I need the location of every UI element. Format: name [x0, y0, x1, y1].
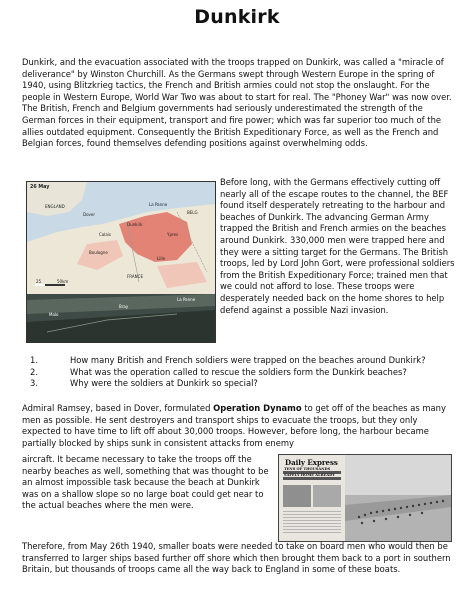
map-date-label: 26 May — [30, 185, 50, 190]
question-item — [22, 378, 452, 390]
questions-list — [22, 355, 452, 390]
map-label-calais: Calais — [99, 232, 112, 237]
question-text: What was the operation called to rescue the soldiers form the Dunkirk beaches? — [70, 366, 407, 377]
map-scale-a: 25 — [36, 279, 42, 284]
map-label-france: FRANCE — [127, 274, 143, 279]
operation-name: Operation Dynamo — [213, 403, 302, 413]
ramsey-text-after: to get off of the beaches as many men as possible. He sent destroyers and transport ships to evacuate the troops, but they only expected to have time to lift off about 30,000 troops. However, before long, the harbour became partially blocked by ships sunk in consistent attacks from enemy — [22, 403, 446, 448]
map-label-la-panne: La Panne — [149, 202, 168, 207]
question-text: Why were the soldiers at Dunkirk so special? — [70, 378, 258, 389]
map-label-la-panne-2: La Panne — [177, 297, 196, 302]
question-number: 2. — [30, 366, 38, 377]
newspaper-masthead: Daily Express — [285, 458, 338, 467]
retreat-paragraph: Before long, with the Germans effectively cutting off nearly all of the escape routes to the channel, the BEF found itself desperately retreating to the harbour and beaches of Dunkirk. The advancing German Army trapped the British and French armies on the beaches around Dunkirk. 330,000 men were trapped here and they were a sitting target for the Germans. The British troops, led by Lord John Gort, were professional soldiers from the British Expeditionary Force; trained men that we could not afford to lose. These troops were desperately needed back on the home shores to help defend against a possible Nazi invasion. — [220, 177, 455, 315]
newspaper-photo — [278, 454, 452, 542]
map-label-belgium: BELG — [187, 210, 198, 215]
question-item — [22, 367, 452, 379]
question-text: How many British and French soldiers were trapped on the beaches around Dunkirk? — [70, 355, 426, 365]
map-label-boulogne: Boulogne — [89, 250, 108, 255]
map-label-england: ENGLAND — [45, 204, 65, 209]
map-label-malo: Malo — [49, 312, 59, 317]
intro-paragraph: Dunkirk, and the evacuation associated with the troops trapped on Dunkirk, was called a "miracle of deliverance" by Winston Churchill. As the Germans swept through Western Europe in the spring of 1940, using Blitzkrieg tactics, the French and British armies could not stop the onslaught. For the people in Western Europe, World War Two was about to start for real. The "Phoney War" was now over. The British, French and Belgium governments had seriously underestimated the strength of the German forces in their equipment, transport and fire power; which was far superior too much of the allies outdated equipment. Consequently the British Expeditionary Force, as well as the French and Belgian forces, found themselves defending positions against overwhelming odds. — [22, 57, 452, 149]
aircraft-paragraph: aircraft. It became necessary to take the troops off the nearby beaches as well, something that was thought to be an almost impossible task because the beach at Dunkirk was on a shallow slope so no large boat could get near to the actual beaches where the men were. — [22, 454, 269, 511]
operation-dynamo-paragraph — [22, 403, 452, 449]
dunkirk-map-image — [26, 181, 216, 343]
newspaper-headline-2: SAFELY HOME ALREADY — [284, 473, 335, 477]
map-label-ypres: Ypres — [167, 232, 179, 237]
map-scale-b: 50km — [57, 279, 69, 284]
question-item — [22, 355, 452, 367]
map-label-bray: Bray — [119, 304, 129, 309]
question-number: 1. — [30, 355, 38, 365]
map-label-dunkirk: Dunkirk — [127, 222, 143, 227]
newspaper-headline-1: TENS OF THOUSANDS — [284, 467, 331, 471]
question-number: 3. — [30, 378, 38, 389]
ramsey-text-before: Admiral Ramsey, based in Dover, formulated — [22, 403, 214, 413]
small-boats-paragraph: Therefore, from May 26th 1940, smaller boats were needed to take on board men who would then be transferred to larger ships based further off shore which then brought them back to a port in southern Britain, but thousands of troops came all the way back to England in some of these boats. — [22, 541, 451, 575]
page-title: Dunkirk — [194, 6, 280, 28]
map-label-lille: Lille — [157, 256, 166, 261]
map-label-dover: Dover — [83, 212, 95, 217]
